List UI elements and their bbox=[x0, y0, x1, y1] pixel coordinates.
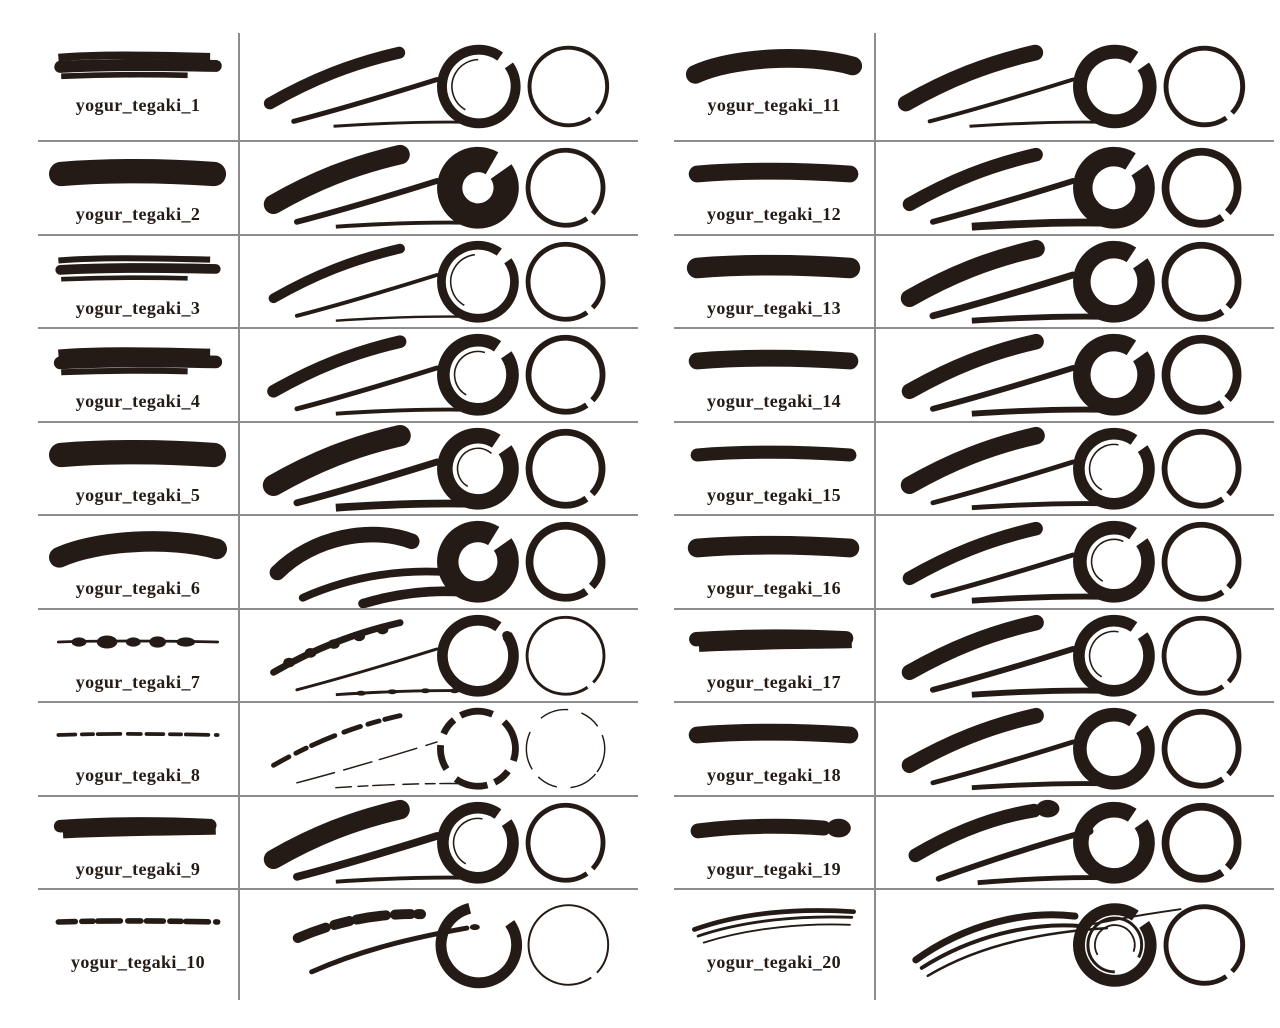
brush-column-left bbox=[38, 33, 638, 1000]
brush-label: yogur_tegaki_15 bbox=[707, 484, 841, 505]
brush-row bbox=[38, 421, 638, 515]
brush-label: yogur_tegaki_19 bbox=[707, 858, 841, 879]
brush-demo-cell bbox=[876, 33, 1274, 140]
brush-demo-cell bbox=[240, 516, 638, 608]
brush-label: yogur_tegaki_4 bbox=[75, 391, 201, 411]
brush-label: yogur_tegaki_2 bbox=[75, 204, 201, 224]
brush-row bbox=[674, 701, 1274, 795]
brush-demo-graphic bbox=[240, 142, 638, 234]
brush-demo-graphic bbox=[876, 516, 1274, 608]
brush-sample-cell bbox=[674, 516, 876, 608]
brush-sample-cell bbox=[674, 329, 876, 421]
brush-row bbox=[674, 33, 1274, 140]
brush-sample-cell bbox=[674, 142, 876, 234]
brush-sample-cell bbox=[38, 236, 240, 328]
brush-label: yogur_tegaki_11 bbox=[707, 95, 841, 115]
brush-demo-graphic bbox=[876, 142, 1274, 234]
brush-demo-graphic bbox=[240, 33, 638, 140]
brush-label: yogur_tegaki_16 bbox=[707, 578, 841, 598]
brush-stroke-sample-graphic bbox=[685, 802, 863, 856]
brush-label: yogur_tegaki_1 bbox=[75, 95, 201, 115]
brush-demo-cell bbox=[876, 797, 1274, 889]
brush-demo-cell bbox=[876, 703, 1274, 795]
brush-label: yogur_tegaki_7 bbox=[75, 671, 201, 692]
brush-stroke-sample-graphic bbox=[685, 428, 863, 482]
brush-demo-graphic bbox=[240, 610, 638, 702]
brush-demo-graphic bbox=[876, 890, 1274, 1000]
brush-sample-cell bbox=[674, 797, 876, 889]
brush-stroke-sample-graphic bbox=[685, 708, 863, 762]
brush-stroke-sample-graphic bbox=[49, 895, 227, 949]
brush-sample-cell bbox=[38, 142, 240, 234]
brush-demo-cell bbox=[876, 610, 1274, 702]
brush-label: yogur_tegaki_17 bbox=[707, 671, 841, 692]
brush-demo-cell bbox=[876, 516, 1274, 608]
brush-label: yogur_tegaki_3 bbox=[75, 297, 201, 318]
brush-demo-cell bbox=[240, 890, 638, 1000]
brush-sample-cell bbox=[38, 516, 240, 608]
brush-row bbox=[674, 888, 1274, 1000]
brush-stroke-sample-graphic bbox=[49, 147, 227, 201]
brush-sample-cell bbox=[38, 703, 240, 795]
brush-demo-graphic bbox=[876, 797, 1274, 889]
brush-demo-graphic bbox=[240, 703, 638, 795]
brush-row bbox=[38, 888, 638, 1000]
brush-row bbox=[674, 140, 1274, 234]
brush-stroke-sample-graphic bbox=[685, 895, 863, 949]
brush-demo-graphic bbox=[240, 797, 638, 889]
brush-demo-cell bbox=[240, 703, 638, 795]
brush-column-right bbox=[674, 33, 1274, 1000]
brush-demo-graphic bbox=[876, 703, 1274, 795]
brush-row bbox=[674, 795, 1274, 889]
brush-stroke-sample-graphic bbox=[49, 802, 227, 856]
brush-stroke-sample-graphic bbox=[685, 241, 863, 295]
brush-sample-cell bbox=[38, 890, 240, 1000]
brush-stroke-sample-graphic bbox=[49, 334, 227, 388]
brush-demo-cell bbox=[876, 329, 1274, 421]
brush-demo-cell bbox=[240, 142, 638, 234]
brush-stroke-sample-graphic bbox=[49, 708, 227, 762]
brush-row bbox=[38, 234, 638, 328]
brush-label: yogur_tegaki_5 bbox=[75, 484, 201, 505]
brush-row bbox=[38, 701, 638, 795]
brush-demo-graphic bbox=[876, 610, 1274, 702]
brush-sample-cell bbox=[38, 797, 240, 889]
brush-row bbox=[674, 608, 1274, 702]
brush-label: yogur_tegaki_10 bbox=[71, 952, 205, 972]
brush-row bbox=[674, 234, 1274, 328]
brush-demo-cell bbox=[240, 236, 638, 328]
brush-stroke-sample-graphic bbox=[49, 38, 227, 92]
brush-sample-cell bbox=[674, 33, 876, 140]
brush-row bbox=[38, 608, 638, 702]
brush-demo-cell bbox=[876, 423, 1274, 515]
brush-row bbox=[38, 514, 638, 608]
brush-sample-cell bbox=[674, 610, 876, 702]
brush-demo-cell bbox=[876, 236, 1274, 328]
brush-sample-cell bbox=[674, 703, 876, 795]
brush-sample-cell bbox=[674, 890, 876, 1000]
brush-row bbox=[674, 327, 1274, 421]
brush-demo-cell bbox=[240, 610, 638, 702]
brush-label: yogur_tegaki_12 bbox=[707, 204, 841, 224]
brush-demo-cell bbox=[876, 890, 1274, 1000]
brush-demo-graphic bbox=[240, 890, 638, 1000]
brush-demo-cell bbox=[240, 329, 638, 421]
brush-catalog-sheet bbox=[38, 33, 1274, 1000]
brush-stroke-sample-graphic bbox=[685, 147, 863, 201]
brush-demo-graphic bbox=[876, 329, 1274, 421]
brush-stroke-sample-graphic bbox=[685, 615, 863, 669]
brush-stroke-sample-graphic bbox=[49, 241, 227, 295]
brush-label: yogur_tegaki_8 bbox=[75, 765, 201, 785]
brush-label: yogur_tegaki_20 bbox=[707, 952, 841, 972]
brush-stroke-sample-graphic bbox=[49, 521, 227, 575]
brush-label: yogur_tegaki_18 bbox=[707, 765, 841, 785]
brush-demo-cell bbox=[240, 33, 638, 140]
brush-demo-graphic bbox=[876, 236, 1274, 328]
brush-demo-cell bbox=[240, 797, 638, 889]
brush-sample-cell bbox=[38, 329, 240, 421]
brush-row bbox=[38, 140, 638, 234]
brush-label: yogur_tegaki_9 bbox=[75, 858, 201, 879]
brush-row bbox=[38, 795, 638, 889]
brush-row bbox=[674, 421, 1274, 515]
brush-stroke-sample-graphic bbox=[49, 428, 227, 482]
brush-row bbox=[674, 514, 1274, 608]
brush-sample-cell bbox=[38, 423, 240, 515]
brush-label: yogur_tegaki_6 bbox=[75, 578, 201, 598]
brush-row bbox=[38, 327, 638, 421]
brush-demo-graphic bbox=[240, 516, 638, 608]
brush-sample-cell bbox=[674, 236, 876, 328]
brush-demo-graphic bbox=[240, 423, 638, 515]
brush-demo-graphic bbox=[876, 423, 1274, 515]
brush-demo-graphic bbox=[240, 236, 638, 328]
brush-stroke-sample-graphic bbox=[685, 521, 863, 575]
brush-demo-cell bbox=[240, 423, 638, 515]
brush-sample-cell bbox=[38, 33, 240, 140]
brush-demo-cell bbox=[876, 142, 1274, 234]
brush-demo-graphic bbox=[240, 329, 638, 421]
brush-demo-graphic bbox=[876, 33, 1274, 140]
brush-sample-cell bbox=[674, 423, 876, 515]
brush-stroke-sample-graphic bbox=[49, 615, 227, 669]
brush-row bbox=[38, 33, 638, 140]
brush-stroke-sample-graphic bbox=[685, 334, 863, 388]
brush-stroke-sample-graphic bbox=[685, 38, 863, 92]
brush-label: yogur_tegaki_14 bbox=[707, 391, 841, 411]
brush-sample-cell bbox=[38, 610, 240, 702]
brush-label: yogur_tegaki_13 bbox=[707, 297, 841, 318]
